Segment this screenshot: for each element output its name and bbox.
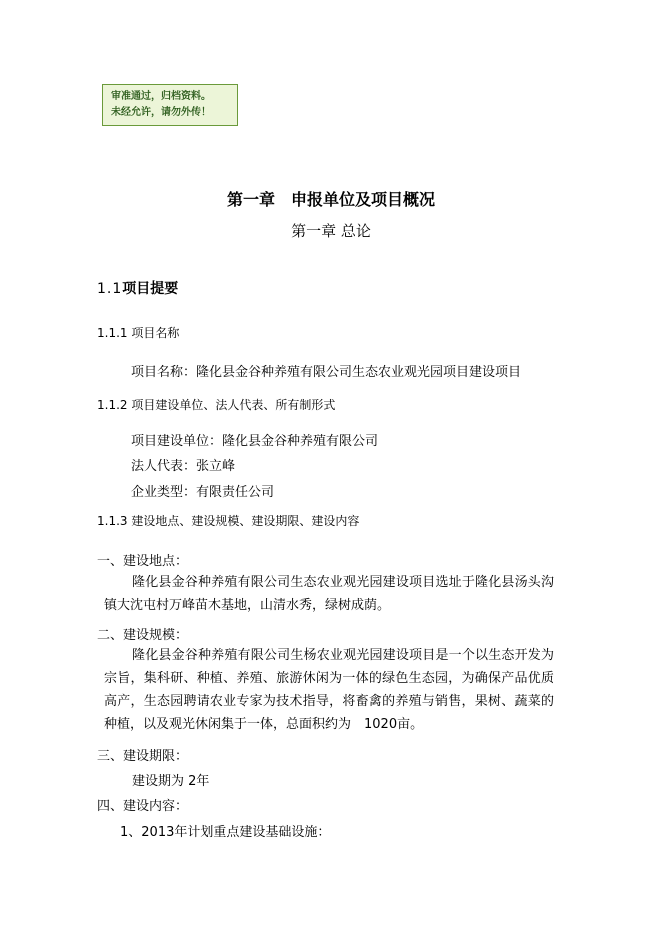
- construction-unit-line: 项目建设单位：隆化县金谷种养殖有限公司: [131, 434, 379, 449]
- section-title: 项目提要: [122, 281, 179, 297]
- content-label: 四、建设内容：: [97, 799, 189, 814]
- period-label: 三、建设期限：: [97, 749, 189, 764]
- subsection-heading-1-1-2: 1.1.2 项目建设单位、法人代表、所有制形式: [97, 398, 336, 412]
- subsection-heading-1-1-1: 1.1.1 项目名称: [97, 326, 180, 340]
- chapter-subtitle: 第一章 总论: [291, 222, 371, 240]
- location-paragraph: 隆化县金谷种养殖有限公司生态农业观光园建设项目选址于隆化县汤头沟镇大沈屯村万峰苗木基地，山清水秀，绿树成荫。: [104, 575, 554, 613]
- chapter-title: 第一章 申报单位及项目概况: [226, 190, 435, 209]
- scale-label: 二、建设规模：: [97, 628, 189, 643]
- enterprise-type-line: 企业类型：有限责任公司: [131, 485, 275, 500]
- section-number: 1.1: [97, 281, 123, 297]
- section-heading-1-1: [97, 278, 178, 298]
- stamp-line-1: 审准通过，归档资料。: [111, 91, 211, 102]
- scale-paragraph: 隆化县金谷种养殖有限公司生杨农业观光园建设项目是一个以生态开发为宗旨，集科研、种植、养殖、旅游休闲为一体的绿色生态园，为确保产品优质高产，生态园聘请农业专家为技术指导，将畜禽的养殖与销售，果树、蔬菜的种植，以及观光休闲集于一体，总面积约为 1020亩。: [104, 648, 554, 732]
- project-name-line: 项目名称：隆化县金谷种养殖有限公司生态农业观光园项目建设项目: [131, 365, 522, 380]
- approval-stamp: [102, 84, 238, 126]
- legal-rep-line: 法人代表：张立峰: [131, 459, 236, 474]
- content-item-1: 1、2013年计划重点建设基础设施：: [120, 825, 331, 840]
- stamp-line-2: 未经允许，请勿外传！: [111, 107, 211, 118]
- location-label: 一、建设地点：: [97, 554, 189, 569]
- period-text: 建设期为 2年: [132, 774, 210, 789]
- subsection-heading-1-1-3: 1.1.3 建设地点、建设规模、建设期限、建设内容: [97, 514, 360, 528]
